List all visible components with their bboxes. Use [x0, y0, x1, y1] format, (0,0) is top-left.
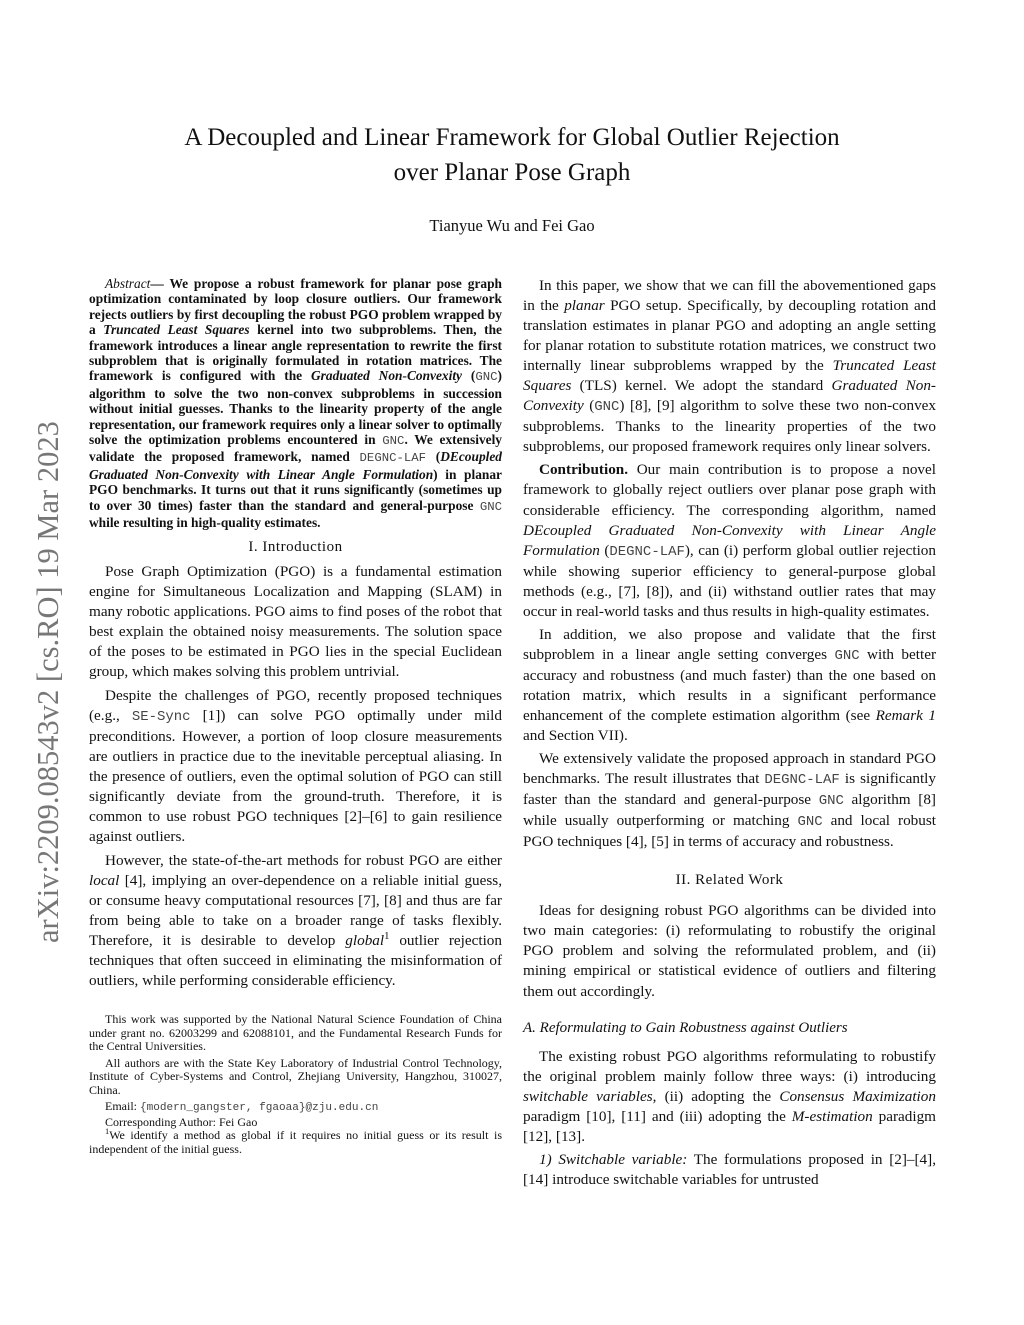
title-line-2: over Planar Pose Graph	[393, 159, 631, 186]
funding-note: This work was supported by the National Natural Science Foundation of China under grant no. 62003299 and 62088101, and the Fundamental Research Funds for the Central Universities.	[89, 1012, 502, 1054]
footnote-mark: 1	[384, 931, 390, 943]
contribution-paragraph: Contribution. Our main contribution is to propose a novel framework to globally reject outliers over planar pose graph with considerable efficiency. The corresponding algorithm, named DEcoupled Graduated Non-Convexity with Linear Angle Formulation (DEGNC-LAF), can (i) perform global outlier rejection while showing superior efficiency to general-purpose global methods (e.g., [7], [8]), and (ii) withstand outlier rates that may occur in real-world tasks and thus results in high-quality estimates.	[523, 461, 936, 620]
contribution-label: Contribution.	[539, 461, 629, 479]
footnotes	[89, 1013, 502, 1156]
section-heading-introduction: I. Introduction	[248, 538, 343, 555]
left-column	[89, 276, 502, 1156]
related-work-paragraph: Ideas for designing robust PGO algorithms can be divided into two main categories: (i) reformulating to robustify the original PGO problem and solving the reformulated problem, and (ii) mining empirical or statistical evidence of outliers and filtering them out accordingly.	[523, 902, 936, 1000]
intro-paragraph-2: Despite the challenges of PGO, recently proposed techniques (e.g., SE-Sync [1]) can solve PGO optimally under mild preconditions. However, a portion of loop closure measurements are outliers in practice due to the inevitable perceptual aliasing. In the presence of outliers, even the optimal solution of PGO can still significantly deviate from the ground-truth. Therefore, it is common to use robust PGO techniques [2]–[6] to gain resilience against outliers.	[89, 686, 502, 846]
section-heading-related-work: II. Related Work	[675, 872, 784, 889]
author-list: Tianyue Wu and Fei Gao	[429, 216, 595, 235]
reformulating-paragraph: The existing robust PGO algorithms reformulating to robustify the original problem mainly follow three ways: (i) introducing switchable variables, (ii) adopting the Consensus Maximization paradigm [10], [11] and (iii) adopting the M-estimation paradigm [12], [13].	[523, 1047, 936, 1145]
affiliation-note: All authors are with the State Key Laboratory of Industrial Control Technology, Institute of Cyber-Systems and Control, Zhejiang University, Hangzhou, 310027, China.	[89, 1055, 502, 1097]
corresponding-author: Corresponding Author: Fei Gao	[105, 1114, 258, 1129]
subsection-heading-a: A. Reformulating to Gain Robustness against Outliers	[523, 1019, 848, 1036]
switchable-variable-paragraph: 1) Switchable variable: The formulations proposed in [2]–[4], [14] introduce switchable variables for untrusted	[523, 1150, 937, 1188]
abstract-label: Abstract	[105, 276, 151, 291]
title-line-1: A Decoupled and Linear Framework for Global Outlier Rejection	[184, 124, 840, 151]
email-address: {modern_gangster, fgaoaa}@zju.edu.cn	[140, 1102, 379, 1115]
footnote-1: $^1$We identify a method as global if it requires no initial guess or its result is independent of the initial guess.	[89, 1127, 502, 1156]
email-note: Email: {modern_gangster, fgaoaa}@zju.edu.cn	[105, 1099, 379, 1115]
intro-paragraph-3: However, the state-of-the-art methods for robust PGO are either local [4], implying an over-dependence on a reliable initial guess, or consume heavy computational resources [7], [8] and thus are far from being able to take on a broader range of tasks flexibly. Therefore, it is desirable to develop global$^1$ outlier rejection techniques that often succeed in eliminating the misinformation of outliers, while performing considerable efficiency.	[89, 852, 502, 990]
right-paragraph-1: In this paper, we show that we can fill the abovementioned gaps in the planar PGO setup. Specifically, by decoupling rotation and translation estimates in planar PGO and adopting an angle setting for planar rotation to substitute rotation matrices, we construct two internally linear subproblems wrapped by the Truncated Least Squares (TLS) kernel. We adopt the standard Graduated Non-Convexity (GNC) [8], [9] algorithm to solve these two non-convex subproblems. Thanks to the linearity properties of the two subproblems, our proposed framework requires only linear solvers.	[523, 277, 936, 456]
right-column	[523, 276, 936, 1190]
paper-title	[112, 120, 912, 190]
abstract: Abstract— We propose a robust framework for planar pose graph optimization contaminated by loop closure outliers. Our framework rejects outliers by first decoupling the robust PGO problem wrapped by a Truncated Least Squares kernel into two subproblems. Then, the framework introduces a linear angle representation to rewrite the first subproblem that is originally formulated in rotation matrices. The framework is configured with the Graduated Non-Convexity (GNC) algorithm to solve the two non-convex subproblems in succession without initial guesses. Thanks to the linearity property of the angle representation, our framework requires only a linear solver to optimally solve the optimization problems encountered in GNC. We extensively validate the proposed framework, named DEGNC-LAF (DEcoupled Graduated Non-Convexity with Linear Angle Formulation) in planar PGO benchmarks. It turns out that it runs significantly (sometimes up to over 30 times) faster than the standard and general-purpose GNC while resulting in high-quality estimates.	[89, 276, 503, 531]
right-paragraph-4: We extensively validate the proposed approach in standard PGO benchmarks. The result illustrates that DEGNC-LAF is significantly faster than the standard and general-purpose GNC algorithm [8] while usually outperforming or matching GNC and local robust PGO techniques [4], [5] in terms of accuracy and robustness.	[523, 750, 936, 851]
arxiv-identifier: arXiv:2209.08543v2 [cs.RO] 19 Mar 2023	[31, 421, 65, 943]
right-paragraph-3: In addition, we also propose and validate that the first subproblem in a linear angle setting converges GNC with better accuracy and robustness (and much faster) than the one based on rotation matrix, which results in a significant performance enhancement of the complete estimation algorithm (see Remark 1 and Section VII).	[523, 625, 937, 745]
switchable-variable-label: 1) Switchable variable:	[539, 1150, 688, 1168]
intro-paragraph-1: Pose Graph Optimization (PGO) is a fundamental estimation engine for Simultaneous Localization and Mapping (SLAM) in many robotic applications. PGO aims to find poses of the robot that best explain the obtained noisy measurements. The solution space of the poses to be estimated in PGO lies in the special Euclidean group, which makes solving this problem untrivial.	[89, 562, 502, 680]
